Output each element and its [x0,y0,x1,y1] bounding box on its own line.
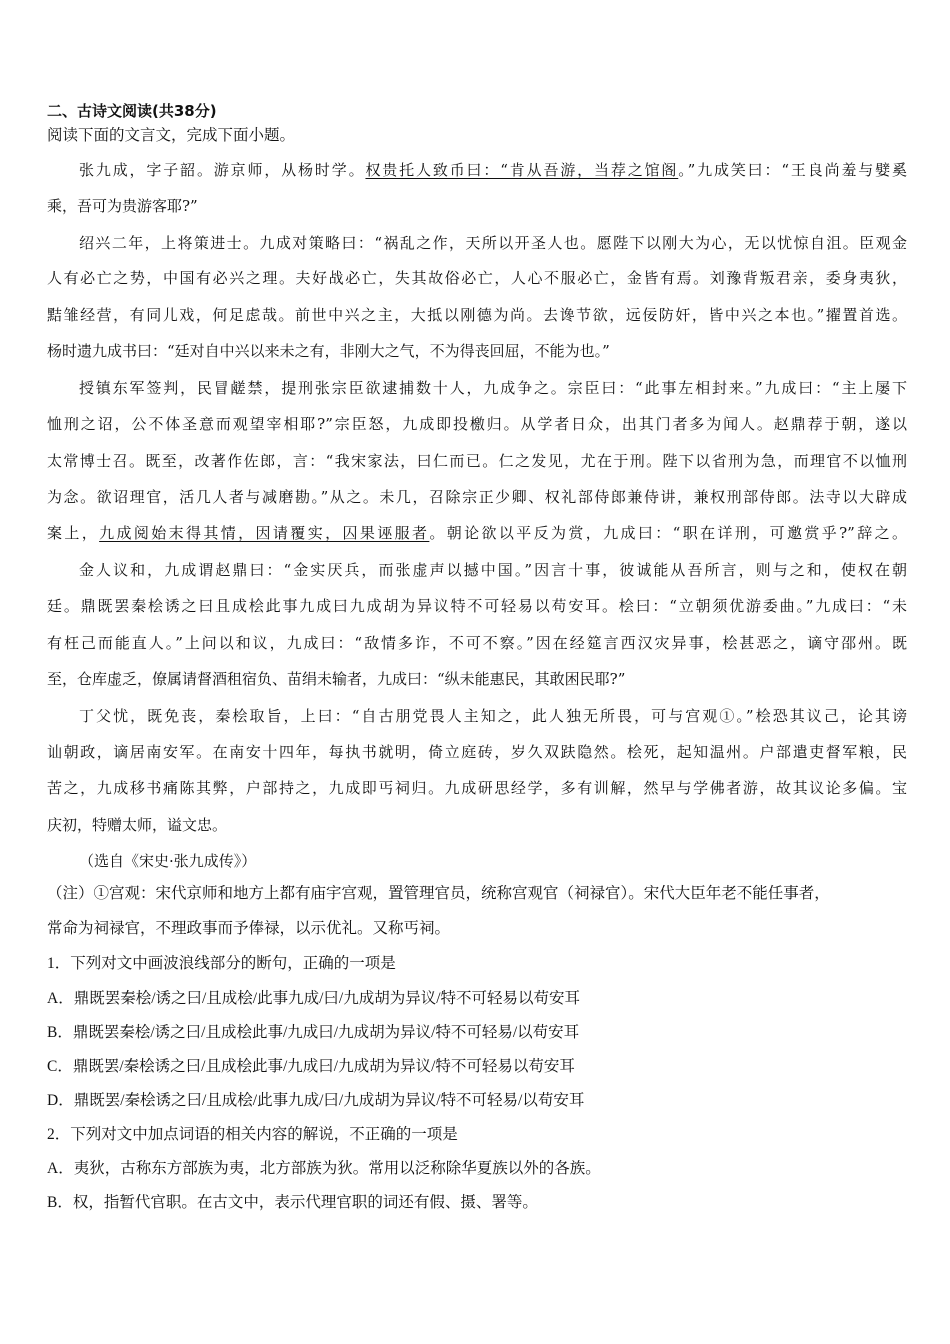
question-2-option-b: B．权，指暂代官职。在古文中，表示代理官职的词还有假、摄、署等。 [47,1194,538,1211]
section-heading: 二、古诗文阅读(共38分) [47,102,217,120]
question-2-stem: 2．下列对文中加点词语的相关内容的解说，不正确的一项是 [47,1126,458,1143]
source-citation: （选自《宋史·张九成传》） [79,852,257,870]
instruction: 阅读下面的文言文，完成下面小题。 [47,127,296,144]
p4-line-3: 有枉己而能直人。”上问以和议，九成曰：“敌情多诈，不可不察。”因在经筵言西汉灾异事，桧甚恶之，谪守邵州。既 [47,634,907,652]
p3-line-4: 为念。欲诏理官，活几人者与减磨勘。”从之。未几，召除宗正少卿、权礼部侍郎兼侍讲，兼权刑部侍郎。法寺以大辟成 [47,488,907,506]
note-line-1: （注）①宫观：宋代京师和地方上都有庙宇宫观，置管理官员，统称宫观官（祠禄官）。宋代大臣年老不能任事者， [47,885,830,902]
p5-line-4: 庆初，特赠太师，谥文忠。 [47,816,228,834]
underlined-phrase: 权贵托人致币曰：“肯从吾游，当荐之馆阁 [365,161,679,179]
p1-line-2: 乘，吾可为贵游客耶?” [47,197,198,215]
p2-line-4: 杨时遗九成书曰：“廷对自中兴以来未之有，非刚大之气，不为得丧回屈，不能为也。” [47,342,610,360]
question-1-stem: 1．下列对文中画波浪线部分的断句，正确的一项是 [47,955,396,972]
question-1-option-b: B．鼎既罢秦桧/诱之曰/且成桧此事/九成曰/九成胡为异议/特不可轻易/以苟安耳 [47,1024,580,1041]
p5-line-2: 讪朝政，谪居南安军。在南安十四年，每执书就明，倚立庭砖，岁久双趺隐然。桧死，起知温州。户部遣吏督军粮，民 [47,743,907,761]
question-2-option-a: A．夷狄，古称东方部族为夷，北方部族为狄。常用以泛称除华夏族以外的各族。 [47,1160,601,1177]
p4-line-4: 至，仓库虚乏，僚属请督酒租宿负、苗绢未输者，九成曰：“纵未能惠民，其敢困民耶?” [47,670,626,688]
p4-line-1: 金人议和，九成谓赵鼎曰：“金实厌兵，而张虚声以撼中国。”因言十事，彼诚能从吾所言，则与之和，使权在朝 [79,561,907,579]
underlined-phrase: 九成阅始末得其情，因请覆实，囚果诬服者 [99,524,430,542]
p5-line-3: 苦之，九成移书痛陈其弊，户部持之，九成即丐祠归。九成研思经学，多有训解，然早与学佛者游，故其议论多偏。宝 [47,779,907,797]
p3-line-2: 恤刑之诏，公不体圣意而观望宰相耶?”宗臣怒，九成即投檄归。从学者日众，出其门者多为闻人。赵鼎荐于朝，遂以 [47,415,907,433]
p2-line-1: 绍兴二年，上将策进士。九成对策略曰：“祸乱之作，天所以开圣人也。愿陛下以刚大为心，无以忧惊自沮。臣观金 [79,234,907,252]
p1-line-1 [47,160,907,180]
question-1-option-d: D．鼎既罢/秦桧诱之曰/且成桧/此事九成/曰/九成胡为异议/特不可轻易/以苟安耳 [47,1092,585,1109]
text-span: 。朝论欲以平反为赏，九成曰：“职在详刑，可邀赏乎?”辞之。 [429,524,907,542]
p3-line-3: 太常博士召。既至，改著作佐郎，言：“我宋家法，曰仁而已。仁之发见，尤在于刑。陛下以省刑为急，而理官不以恤刑 [47,452,907,470]
question-1-option-a: A．鼎既罢秦桧/诱之曰/且成桧/此事九成/曰/九成胡为异议/特不可轻易以苟安耳 [47,990,581,1007]
text-span: 张九成，字子韶。游京师，从杨时学。 [79,161,366,179]
p2-line-2: 人有必亡之势，中国有必兴之理。夫好战必亡，失其故俗必亡，人心不服必亡，金皆有焉。刘豫背叛君亲，委身夷狄， [47,269,907,287]
p5-line-1: 丁父忧，既免丧，秦桧取旨，上曰：“自古朋党畏人主知之，此人独无所畏，可与宫观①。”桧恐其议己，论其谤 [79,707,907,725]
p2-line-3: 黠雏经营，有同儿戏，何足虑哉。前世中兴之主，大抵以刚德为尚。去谗节欲，远佞防奸，皆中兴之本也。”擢置首选。 [47,306,907,324]
text-span: 。”九成笑曰：“王良尚羞与嬖奚 [678,161,907,179]
note-line-2: 常命为祠禄官，不理政事而予俸禄，以示优礼。又称丐祠。 [47,920,451,937]
text-span: 案上， [47,524,100,542]
p3-line-5 [47,523,907,543]
question-1-option-c: C．鼎既罢/秦桧诱之曰/且成桧此事/九成曰/九成胡为异议/特不可轻易以苟安耳 [47,1058,575,1075]
p3-line-1: 授镇东军签判，民冒鹾禁，提刑张宗臣欲逮捕数十人，九成争之。宗臣曰：“此事左相封来。”九成曰：“主上屡下 [79,379,907,397]
p4-line-2: 廷。鼎既罢秦桧诱之曰且成桧此事九成曰九成胡为异议特不可轻易以苟安耳。桧曰：“立朝须优游委曲。”九成曰：“未 [47,597,907,615]
